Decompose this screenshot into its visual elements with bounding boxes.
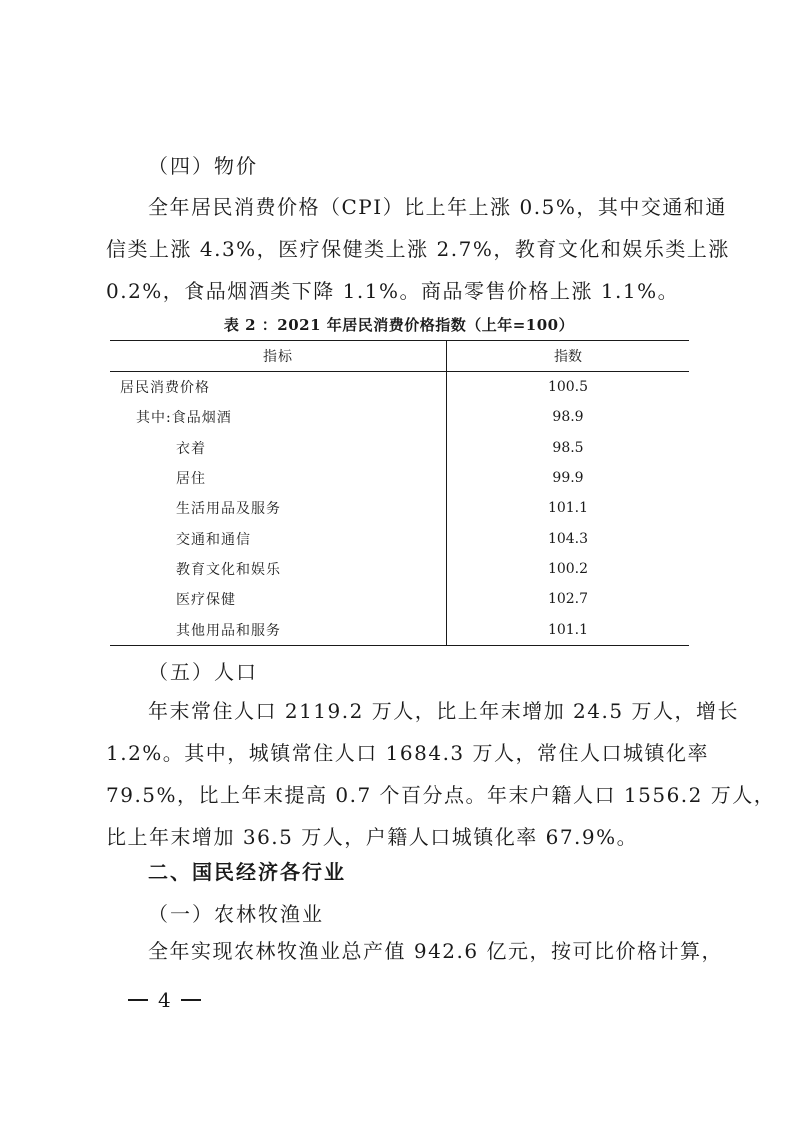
table-title: 表 2 ：2021 年居民消费价格指数（上年=100） <box>223 316 575 334</box>
paragraph-line: 年末常住人口 2119.2 万人，比上年末增加 24.5 万人，增长 <box>148 699 739 723</box>
row-label: 交通和通信 <box>176 531 251 548</box>
row-label: 衣着 <box>176 440 206 457</box>
agriculture-paragraph <box>106 930 723 972</box>
table-row <box>110 554 689 584</box>
row-label: 其中:食品烟酒 <box>136 410 232 427</box>
header-value: 指数 <box>554 349 582 365</box>
row-label: 其他用品和服务 <box>176 622 281 639</box>
paragraph-line: 信类上涨 4.3%，医疗保健类上涨 2.7%，教育文化和娱乐类上涨 <box>106 237 730 261</box>
table-row <box>110 523 689 553</box>
row-value: 99.9 <box>552 470 584 487</box>
table-row <box>110 402 689 432</box>
row-value: 101.1 <box>547 621 589 638</box>
table-row <box>110 584 689 614</box>
paragraph-line: 全年实现农林牧渔业总产值 942.6 亿元，按可比价格计算， <box>148 939 723 963</box>
row-value: 101.1 <box>547 500 589 517</box>
section-title: 二、国民经济各行业 <box>148 860 346 884</box>
dash-decoration <box>181 999 201 1001</box>
table-row <box>110 463 689 493</box>
table-body <box>110 372 689 646</box>
row-label: 教育文化和娱乐 <box>176 561 281 578</box>
paragraph-line: 0.2%，食品烟酒类下降 1.1%。商品零售价格上涨 1.1%。 <box>106 279 680 303</box>
prices-paragraph <box>106 186 730 312</box>
paragraph-line: 1.2%。其中，城镇常住人口 1684.3 万人，常住人口城镇化率 <box>106 741 710 765</box>
agriculture-heading: （一）农林牧渔业 <box>148 902 324 926</box>
paragraph-line: 比上年末增加 36.5 万人，户籍人口城镇化率 67.9%。 <box>106 825 639 849</box>
table-row <box>110 372 689 402</box>
population-heading: （五）人口 <box>148 660 258 684</box>
row-value: 100.2 <box>547 560 589 577</box>
table-row <box>110 614 689 644</box>
header-item: 指标 <box>263 349 293 365</box>
table-header <box>110 340 689 372</box>
table-row <box>110 493 689 523</box>
row-label: 居住 <box>176 471 206 488</box>
row-value: 98.5 <box>552 439 584 456</box>
table-row <box>110 433 689 463</box>
population-paragraph <box>106 690 776 858</box>
paragraph-line: 79.5%，比上年末提高 0.7 个百分点。年末户籍人口 1556.2 万人， <box>106 783 776 807</box>
prices-heading: （四）物价 <box>148 154 258 178</box>
dash-decoration <box>128 999 148 1001</box>
paragraph-line: 全年居民消费价格（CPI）比上年上涨 0.5%，其中交通和通 <box>148 195 727 219</box>
row-value: 98.9 <box>552 409 584 426</box>
row-value: 104.3 <box>547 530 589 547</box>
cpi-table <box>110 340 689 646</box>
row-label: 居民消费价格 <box>120 380 210 397</box>
row-label: 生活用品及服务 <box>176 501 281 518</box>
row-label: 医疗保健 <box>176 592 236 609</box>
page-number <box>128 988 201 1012</box>
row-value: 100.5 <box>547 379 589 396</box>
row-value: 102.7 <box>547 591 589 608</box>
page-number-value: 4 <box>158 988 171 1012</box>
